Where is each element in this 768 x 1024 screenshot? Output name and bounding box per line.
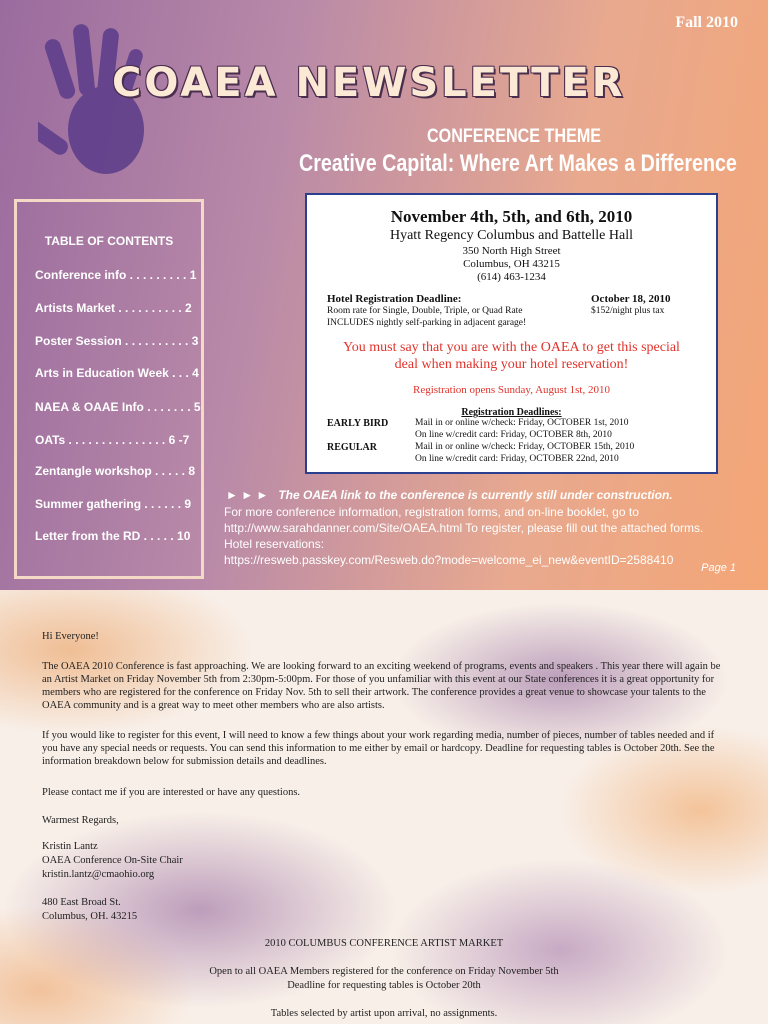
toc-heading: TABLE OF CONTENTS <box>44 234 174 248</box>
toc-item[interactable]: Conference info . . . . . . . . . 1 <box>35 268 197 282</box>
toc-item[interactable]: Letter from the RD . . . . . 10 <box>35 529 191 543</box>
signer-city: Columbus, OH. 43215 <box>42 911 138 922</box>
construction-text: The OAEA link to the conference is currently still under construction. <box>278 488 673 502</box>
registration-link[interactable]: http://www.sarahdanner.com/Site/OAEA.html To register, please fill out the attached forms. <box>224 521 704 535</box>
early-bird-check: Mail in or online w/check: Friday, OCTOBER 1st, 2010 <box>415 418 629 428</box>
signer-email[interactable]: kristin.lantz@cmaohio.org <box>42 869 155 880</box>
theme-heading: CONFERENCE THEME <box>427 126 602 147</box>
regular-label: REGULAR <box>327 442 378 453</box>
deadlines-heading: Registration Deadlines: <box>461 407 562 418</box>
toc-item[interactable]: Poster Session . . . . . . . . . . 3 <box>35 334 199 348</box>
newsletter-title: COAEA NEWSLETTER <box>112 60 626 106</box>
toc-item[interactable]: Artists Market . . . . . . . . . . 2 <box>35 301 192 315</box>
venue-address-line1: 350 North High Street <box>462 245 561 257</box>
toc-item[interactable]: NAEA & OAAE Info . . . . . . . 5 <box>35 400 201 414</box>
page-number: Page 1 <box>701 562 736 574</box>
construction-notice <box>226 488 673 502</box>
arrow-icons: ► ► ► <box>226 488 269 502</box>
signer-street: 480 East Broad St. <box>42 897 121 908</box>
venue-address-line2: Columbus, OH 43215 <box>463 258 560 270</box>
hotel-reservation-link[interactable]: https://resweb.passkey.com/Resweb.do?mode=welcome_ei_new&eventID=2588410 <box>224 553 674 567</box>
conference-venue: Hyatt Regency Columbus and Battelle Hall <box>389 228 633 243</box>
info-line: For more conference information, registration forms, and on-line booklet, go to <box>224 505 639 519</box>
letter-greeting: Hi Everyone! <box>42 631 99 642</box>
toc-item[interactable]: Arts in Education Week . . . 4 <box>35 366 199 380</box>
conference-dates: November 4th, 5th, and 6th, 2010 <box>390 207 633 226</box>
conference-links <box>224 504 754 568</box>
hotel-deadline-label: Hotel Registration Deadline: <box>327 293 462 305</box>
issue-date: Fall 2010 <box>675 14 738 31</box>
letter-paragraph: Please contact me if you are interested or have any questions. <box>42 787 301 798</box>
special-deal-line1: You must say that you are with the OAEA to get this special <box>343 340 680 355</box>
hotel-rate: Room rate for Single, Double, Triple, or Quad Rate <box>327 306 523 316</box>
hotel-deadline-date: October 18, 2010 <box>591 293 671 305</box>
signer-name: Kristin Lantz <box>42 841 98 852</box>
letter-closing: Warmest Regards, <box>42 815 119 826</box>
toc-item[interactable]: OATs . . . . . . . . . . . . . . . 6 -7 <box>35 433 190 447</box>
venue-phone: (614) 463-1234 <box>477 271 546 283</box>
early-bird-label: EARLY BIRD <box>327 418 389 429</box>
newsletter-page-2 <box>0 590 768 1024</box>
regular-check: Mail in or online w/check: Friday, OCTOBER 15th, 2010 <box>415 442 635 452</box>
market-eligibility: Open to all OAEA Members registered for the conference on Friday November 5th <box>209 966 559 977</box>
regular-card: On line w/credit card: Friday, OCTOBER 22nd, 2010 <box>415 454 619 464</box>
early-bird-card: On line w/credit card: Friday, OCTOBER 8th, 2010 <box>415 430 612 440</box>
info-line: Hotel reservations: <box>224 537 325 551</box>
toc-item[interactable]: Summer gathering . . . . . . 9 <box>35 497 192 511</box>
market-heading: 2010 COLUMBUS CONFERENCE ARTIST MARKET <box>264 938 504 949</box>
market-tables: Tables selected by artist upon arrival, no assignments. <box>270 1008 498 1019</box>
hotel-price: $152/night plus tax <box>591 306 665 316</box>
letter-paragraph: If you would like to register for this event, I will need to know a few things about your work regarding media, number of pieces, number of tables needed and if you have any special needs or requests. You can send this information to me either by email or hardcopy. Deadline for requesting tables is October 20th. See the information breakdown below for submission details and deadlines. <box>42 730 715 767</box>
letter-paragraph: The OAEA 2010 Conference is fast approaching. We are looking forward to an exciting weekend of programs, events and speakers . This year there will again be an Artist Market on Friday November 5th from 2:30pm-5:00pm. For those of you unfamiliar with this event at our State conferences it is a great opportunity for members who are registered for the conference on Friday Nov. 5th to sell their artwork. The conference provides a great venue to showcase your talents to the OAEA community and is a great way to meet other members who are also artists. <box>42 661 721 711</box>
market-deadline: Deadline for requesting tables is October 20th <box>287 980 481 991</box>
toc-item[interactable]: Zentangle workshop . . . . . 8 <box>35 464 196 478</box>
conference-theme: Creative Capital: Where Art Makes a Difference <box>299 150 737 177</box>
table-of-contents <box>14 199 204 579</box>
conference-info-box <box>305 193 718 474</box>
special-deal-line2: deal when making your hotel reservation! <box>394 357 629 372</box>
registration-opens: Registration opens Sunday, August 1st, 2010 <box>413 384 610 396</box>
hotel-parking: INCLUDES nightly self-parking in adjacent garage! <box>327 318 527 328</box>
signer-role: OAEA Conference On-Site Chair <box>42 855 183 866</box>
